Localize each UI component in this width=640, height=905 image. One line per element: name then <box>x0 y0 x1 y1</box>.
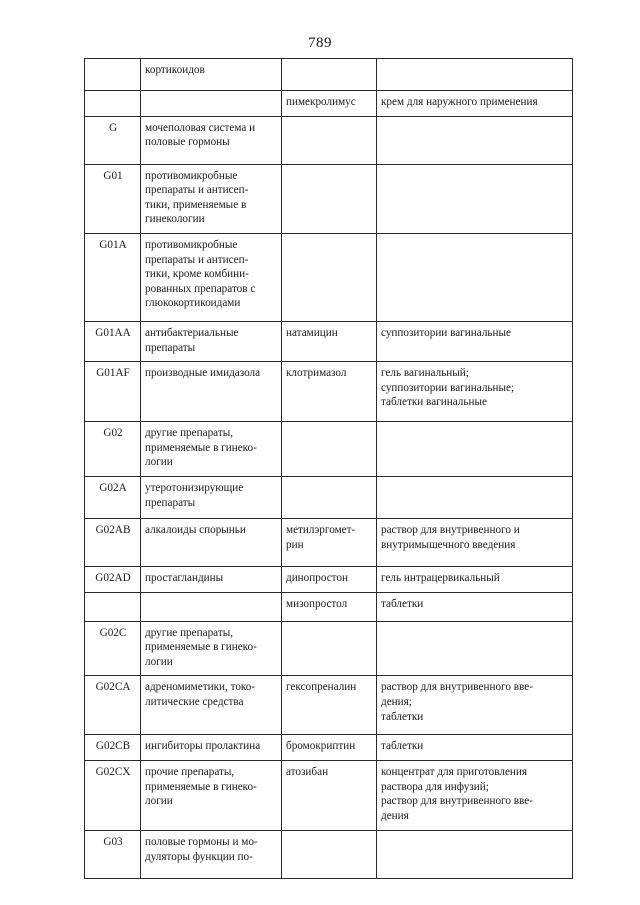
code-cell: G02AB <box>85 518 141 566</box>
code-cell: G01A <box>85 233 141 321</box>
code-cell: G01AF <box>85 362 141 422</box>
dosage-form-cell <box>377 592 573 621</box>
group-name-cell <box>141 116 282 164</box>
table-row <box>85 59 573 91</box>
drug-name-cell <box>282 592 377 621</box>
cell-text-line: таблетки вагинальные <box>381 396 487 409</box>
cell-text-line: таблетки <box>381 597 424 610</box>
code-cell: G02 <box>85 422 141 477</box>
dosage-form-cell <box>377 476 573 518</box>
dosage-form-cell <box>377 91 573 117</box>
group-name-cell <box>141 233 282 321</box>
code-cell: G02CB <box>85 735 141 761</box>
group-name-cell <box>141 760 282 830</box>
drug-name-cell <box>282 735 377 761</box>
cell-text-line: утеротонизирующие <box>145 481 244 494</box>
table-row <box>85 830 573 878</box>
cell-text-line: концентрат для приготовления <box>381 765 528 778</box>
dosage-form-cell <box>377 422 573 477</box>
table-body <box>85 59 573 879</box>
cell-text-line: раствор для внутривенного вве- <box>381 681 533 694</box>
cell-text-line: применяемые в гинеко- <box>145 441 257 454</box>
drug-name-cell <box>282 422 377 477</box>
code-cell <box>85 59 141 91</box>
cell-text-line: алкалоиды спорыньи <box>145 523 246 536</box>
cell-text-line: дения <box>381 809 409 822</box>
cell-text-line: клотримазол <box>286 367 347 380</box>
dosage-form-cell <box>377 164 573 233</box>
group-name-cell <box>141 830 282 878</box>
cell-text-line: натамицин <box>286 326 338 339</box>
cell-text-line: дуляторы функции по- <box>145 850 253 863</box>
cell-text-line: кортикоидов <box>145 64 205 76</box>
cell-text-line: тики, кроме комбини- <box>145 268 249 281</box>
table-row <box>85 760 573 830</box>
cell-text-line: динопростон <box>286 571 349 584</box>
dosage-form-cell <box>377 830 573 878</box>
cell-text-line: половые гормоны и мо- <box>145 835 258 848</box>
group-name-cell <box>141 735 282 761</box>
drug-name-cell <box>282 518 377 566</box>
drug-name-cell <box>282 233 377 321</box>
code-cell: G02CX <box>85 760 141 830</box>
table-row <box>85 518 573 566</box>
drug-name-cell <box>282 321 377 361</box>
table-row <box>85 592 573 621</box>
dosage-form-cell <box>377 621 573 676</box>
table-row <box>85 233 573 321</box>
cell-text-line: противомикробные <box>145 169 238 182</box>
dosage-form-cell <box>377 233 573 321</box>
cell-text-line: крем для наружного применения <box>381 96 538 108</box>
cell-text-line: применяемые в гинеко- <box>145 641 257 654</box>
code-cell: G01AA <box>85 321 141 361</box>
cell-text-line: мочеполовая система и <box>145 121 256 134</box>
cell-text-line: гель интрацервикальный <box>381 571 500 584</box>
cell-text-line: гинекологии <box>145 213 205 226</box>
code-cell: G02A <box>85 476 141 518</box>
group-name-cell <box>141 91 282 117</box>
dosage-form-cell <box>377 566 573 592</box>
group-name-cell <box>141 676 282 735</box>
code-cell <box>85 91 141 117</box>
dosage-form-cell <box>377 321 573 361</box>
group-name-cell <box>141 566 282 592</box>
drug-name-cell <box>282 760 377 830</box>
table-row <box>85 566 573 592</box>
code-cell: G02CA <box>85 676 141 735</box>
cell-text-line: половые гормоны <box>145 136 230 149</box>
table-row <box>85 164 573 233</box>
drug-name-cell <box>282 676 377 735</box>
dosage-form-cell <box>377 518 573 566</box>
cell-text-line: таблетки <box>381 740 424 753</box>
cell-text-line: применяемые в гинеко- <box>145 780 257 793</box>
cell-text-line: гексопреналин <box>286 681 357 694</box>
cell-text-line: тики, применяемые в <box>145 198 247 211</box>
cell-text-line: производные имидазола <box>145 367 261 380</box>
cell-text-line: адреномиметики, токо- <box>145 681 256 694</box>
code-cell: G02C <box>85 621 141 676</box>
cell-text-line: внутримышечного введения <box>381 538 516 551</box>
drug-name-cell <box>282 830 377 878</box>
drug-name-cell <box>282 164 377 233</box>
cell-text-line: мизопростол <box>286 597 348 610</box>
cell-text-line: препараты и антисеп- <box>145 184 249 197</box>
cell-text-line: раствор для внутривенного и <box>381 523 520 536</box>
group-name-cell <box>141 518 282 566</box>
cell-text-line: логии <box>145 456 173 469</box>
table-row <box>85 422 573 477</box>
cell-text-line: препараты <box>145 496 196 509</box>
dosage-form-cell <box>377 59 573 91</box>
group-name-cell <box>141 164 282 233</box>
group-name-cell <box>141 59 282 91</box>
cell-text-line: раствора для инфузий; <box>381 780 489 793</box>
cell-text-line: пимекролимус <box>286 96 356 108</box>
group-name-cell <box>141 422 282 477</box>
cell-text-line: противомикробные <box>145 238 238 251</box>
table-row <box>85 362 573 422</box>
cell-text-line: антибактериальные <box>145 326 239 339</box>
cell-text-line: литические средства <box>145 695 244 708</box>
cell-text-line: прочие препараты, <box>145 765 235 778</box>
cell-text-line: другие препараты, <box>145 626 234 639</box>
table-row <box>85 116 573 164</box>
dosage-form-cell <box>377 676 573 735</box>
drug-name-cell <box>282 59 377 91</box>
cell-text-line: другие препараты, <box>145 427 234 440</box>
group-name-cell <box>141 592 282 621</box>
cell-text-line: логии <box>145 795 173 808</box>
dosage-form-cell <box>377 760 573 830</box>
cell-text-line: гель вагинальный; <box>381 367 469 380</box>
group-name-cell <box>141 621 282 676</box>
code-cell: G03 <box>85 830 141 878</box>
cell-text-line: метилэргомет- <box>286 523 356 536</box>
page-number: 789 <box>308 35 332 51</box>
cell-text-line: атозибан <box>286 765 329 778</box>
code-cell <box>85 592 141 621</box>
drug-classification-table <box>84 58 573 879</box>
group-name-cell <box>141 476 282 518</box>
cell-text-line: суппозитории вагинальные <box>381 326 511 339</box>
code-cell: G02AD <box>85 566 141 592</box>
drug-name-cell <box>282 91 377 117</box>
dosage-form-cell <box>377 362 573 422</box>
code-cell: G01 <box>85 164 141 233</box>
code-cell: G <box>85 116 141 164</box>
dosage-form-cell <box>377 116 573 164</box>
cell-text-line: ингибиторы пролактина <box>145 740 261 753</box>
drug-name-cell <box>282 621 377 676</box>
cell-text-line: суппозитории вагинальные; <box>381 381 515 394</box>
drug-name-cell <box>282 116 377 164</box>
table-row <box>85 91 573 117</box>
table-row <box>85 621 573 676</box>
table-row <box>85 476 573 518</box>
cell-text-line: логии <box>145 655 173 668</box>
table-row <box>85 735 573 761</box>
table-row <box>85 321 573 361</box>
drug-name-cell <box>282 566 377 592</box>
cell-text-line: раствор для внутривенного вве- <box>381 795 533 808</box>
cell-text-line: рин <box>286 538 304 551</box>
group-name-cell <box>141 362 282 422</box>
table-row <box>85 676 573 735</box>
cell-text-line: простагландины <box>145 571 224 584</box>
cell-text-line: дения; <box>381 695 412 708</box>
cell-text-line: рованных препаратов с <box>145 282 256 295</box>
cell-text-line: таблетки <box>381 710 424 723</box>
group-name-cell <box>141 321 282 361</box>
cell-text-line: бромокриптин <box>286 740 356 753</box>
drug-name-cell <box>282 362 377 422</box>
cell-text-line: препараты <box>145 341 196 354</box>
cell-text-line: глюкокортикоидами <box>145 297 241 310</box>
cell-text-line: препараты и антисеп- <box>145 253 249 266</box>
drug-name-cell <box>282 476 377 518</box>
dosage-form-cell <box>377 735 573 761</box>
